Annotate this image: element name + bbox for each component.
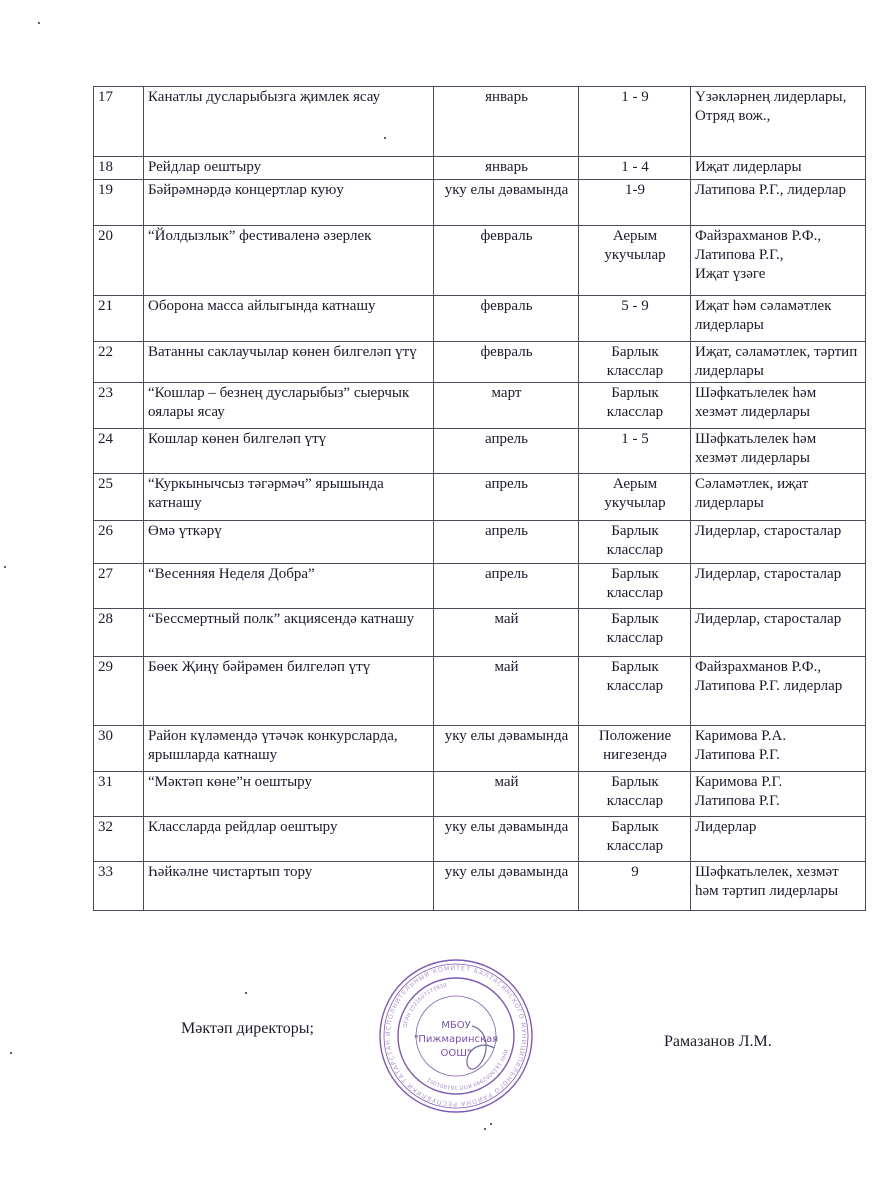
event-responsible: Шәфкатьлелек һәм хезмәт лидерлары: [691, 429, 866, 474]
event-participants: 1 - 9: [579, 87, 691, 157]
event-date: май: [434, 772, 579, 817]
table-row: [94, 772, 866, 817]
event-date: март: [434, 383, 579, 429]
event-name: Канатлы дусларыбызга җимлек ясау: [144, 87, 434, 157]
events-table: [93, 86, 866, 911]
row-number: 17: [94, 87, 144, 157]
event-name: “Бессмертный полк” акциясендә катнашу: [144, 609, 434, 657]
event-date: январь: [434, 157, 579, 180]
table-row: [94, 609, 866, 657]
table-row: [94, 862, 866, 911]
event-name: Оборона масса айлыгында катнашу: [144, 296, 434, 342]
stamp-line-3: ООШ": [440, 1048, 472, 1059]
event-participants: Барлык класслар: [579, 564, 691, 609]
table-row: [94, 157, 866, 180]
event-date: уку елы дәвамында: [434, 817, 579, 862]
event-participants: 5 - 9: [579, 296, 691, 342]
event-responsible: Файзрахманов Р.Ф., Латипова Р.Г., Иҗат үзәге: [691, 226, 866, 296]
event-name: Һәйкәлне чистартып тору: [144, 862, 434, 911]
event-responsible: Латипова Р.Г., лидерлар: [691, 180, 866, 226]
table-row: [94, 726, 866, 772]
event-responsible: Шәфкатьлелек һәм хезмәт лидерлары: [691, 383, 866, 429]
event-participants: 1 - 4: [579, 157, 691, 180]
event-name: Бөек Җиңү бәйрәмен билгеләп үтү: [144, 657, 434, 726]
event-responsible: Файзрахманов Р.Ф., Латипова Р.Г. лидерлар: [691, 657, 866, 726]
event-date: февраль: [434, 296, 579, 342]
event-responsible: Шәфкатьлелек, хезмәт һәм тәртип лидерлары: [691, 862, 866, 911]
event-date: уку елы дәвамында: [434, 180, 579, 226]
row-number: 23: [94, 383, 144, 429]
event-participants: Барлык класслар: [579, 772, 691, 817]
event-date: уку елы дәвамында: [434, 726, 579, 772]
row-number: 31: [94, 772, 144, 817]
event-name: Өмә үткәрү: [144, 521, 434, 564]
event-date: январь: [434, 87, 579, 157]
event-name: “Мәктәп көне”н оештыру: [144, 772, 434, 817]
scan-speck: [384, 137, 386, 139]
event-name: Рейдлар оештыру: [144, 157, 434, 180]
event-responsible: Лидерлар, старосталар: [691, 564, 866, 609]
event-participants: Барлык класслар: [579, 521, 691, 564]
director-name: Рамазанов Л.М.: [664, 1033, 772, 1050]
row-number: 28: [94, 609, 144, 657]
table-row: [94, 657, 866, 726]
event-responsible: Иҗат лидерлары: [691, 157, 866, 180]
events-table-body: [94, 87, 866, 911]
row-number: 27: [94, 564, 144, 609]
event-participants: Аерым укучылар: [579, 474, 691, 521]
event-responsible: Иҗат һәм сәламәтлек лидерлары: [691, 296, 866, 342]
event-participants: Барлык класслар: [579, 383, 691, 429]
row-number: 26: [94, 521, 144, 564]
row-number: 32: [94, 817, 144, 862]
event-participants: Барлык класслар: [579, 817, 691, 862]
event-participants: Аерым укучылар: [579, 226, 691, 296]
row-number: 30: [94, 726, 144, 772]
director-label: Мәктәп директоры;: [181, 1020, 314, 1037]
event-date: уку елы дәвамында: [434, 862, 579, 911]
event-name: Ватанны саклаучылар көнен билгеләп үтү: [144, 342, 434, 383]
table-row: [94, 521, 866, 564]
stamp-inn-text: ИНН 1619002999 КПП 161901001: [426, 1048, 509, 1091]
event-date: апрель: [434, 564, 579, 609]
row-number: 29: [94, 657, 144, 726]
event-participants: 9: [579, 862, 691, 911]
event-participants: Барлык класслар: [579, 609, 691, 657]
event-date: апрель: [434, 521, 579, 564]
event-responsible: Лидерлар, старосталар: [691, 521, 866, 564]
row-number: 21: [94, 296, 144, 342]
event-responsible: Каримова Р.А. Латипова Р.Г.: [691, 726, 866, 772]
row-number: 33: [94, 862, 144, 911]
table-row: [94, 429, 866, 474]
scan-speck: [245, 992, 247, 994]
event-participants: 1-9: [579, 180, 691, 226]
event-date: май: [434, 609, 579, 657]
row-number: 25: [94, 474, 144, 521]
row-number: 19: [94, 180, 144, 226]
event-name: “Весенняя Неделя Добра”: [144, 564, 434, 609]
table-row: [94, 296, 866, 342]
table-row: [94, 226, 866, 296]
table-row: [94, 474, 866, 521]
scan-speck: [4, 566, 6, 568]
stamp-line-1: МБОУ: [441, 1020, 471, 1031]
table-row: [94, 564, 866, 609]
event-participants: Положение нигезендә: [579, 726, 691, 772]
stamp-line-2: "Пижмаринская: [413, 1034, 499, 1045]
event-date: февраль: [434, 342, 579, 383]
event-name: Район күләмендә үтәчәк конкурсларда, ярышларда катнашу: [144, 726, 434, 772]
school-stamp: [376, 956, 536, 1116]
row-number: 20: [94, 226, 144, 296]
stamp-ring-text: ИСПОЛНИТЕЛЬНЫЙ КОМИТЕТ БАЛТАСИНСКОГО МУНИЦИПАЛЬНОГО РАЙОНА РЕСПУБЛИКИ ТАТАРСТАН: [384, 964, 528, 1108]
event-date: февраль: [434, 226, 579, 296]
event-participants: Барлык класслар: [579, 342, 691, 383]
event-date: апрель: [434, 429, 579, 474]
stamp-ogrn-text: ОГРН 1021607173930: [402, 982, 448, 1029]
event-responsible: Сәламәтлек, иҗат лидерлары: [691, 474, 866, 521]
table-row: [94, 180, 866, 226]
event-name: Кошлар көнен билгеләп үтү: [144, 429, 434, 474]
row-number: 24: [94, 429, 144, 474]
event-responsible: Каримова Р.Г. Латипова Р.Г.: [691, 772, 866, 817]
scan-speck: [38, 22, 40, 24]
event-name: Классларда рейдлар оештыру: [144, 817, 434, 862]
event-responsible: Үзәкләрнең лидерлары, Отряд вож.,: [691, 87, 866, 157]
event-name: “Куркынычсыз тәгәрмәч” ярышында катнашу: [144, 474, 434, 521]
event-name: Бәйрәмнәрдә концертлар куюу: [144, 180, 434, 226]
event-responsible: Лидерлар: [691, 817, 866, 862]
table-row: [94, 342, 866, 383]
row-number: 22: [94, 342, 144, 383]
event-name: “Йолдызлык” фестиваленә әзерлек: [144, 226, 434, 296]
scan-speck: [484, 1128, 486, 1130]
event-responsible: Иҗат, сәламәтлек, тәртип лидерлары: [691, 342, 866, 383]
event-name: “Кошлар – безнең дусларыбыз” сыерчык оялары ясау: [144, 383, 434, 429]
scan-speck: [490, 1123, 492, 1125]
event-participants: 1 - 5: [579, 429, 691, 474]
table-row: [94, 383, 866, 429]
table-row: [94, 817, 866, 862]
row-number: 18: [94, 157, 144, 180]
event-responsible: Лидерлар, старосталар: [691, 609, 866, 657]
table-row: [94, 87, 866, 157]
event-date: май: [434, 657, 579, 726]
event-participants: Барлык класслар: [579, 657, 691, 726]
event-date: апрель: [434, 474, 579, 521]
scan-speck: [10, 1052, 12, 1054]
